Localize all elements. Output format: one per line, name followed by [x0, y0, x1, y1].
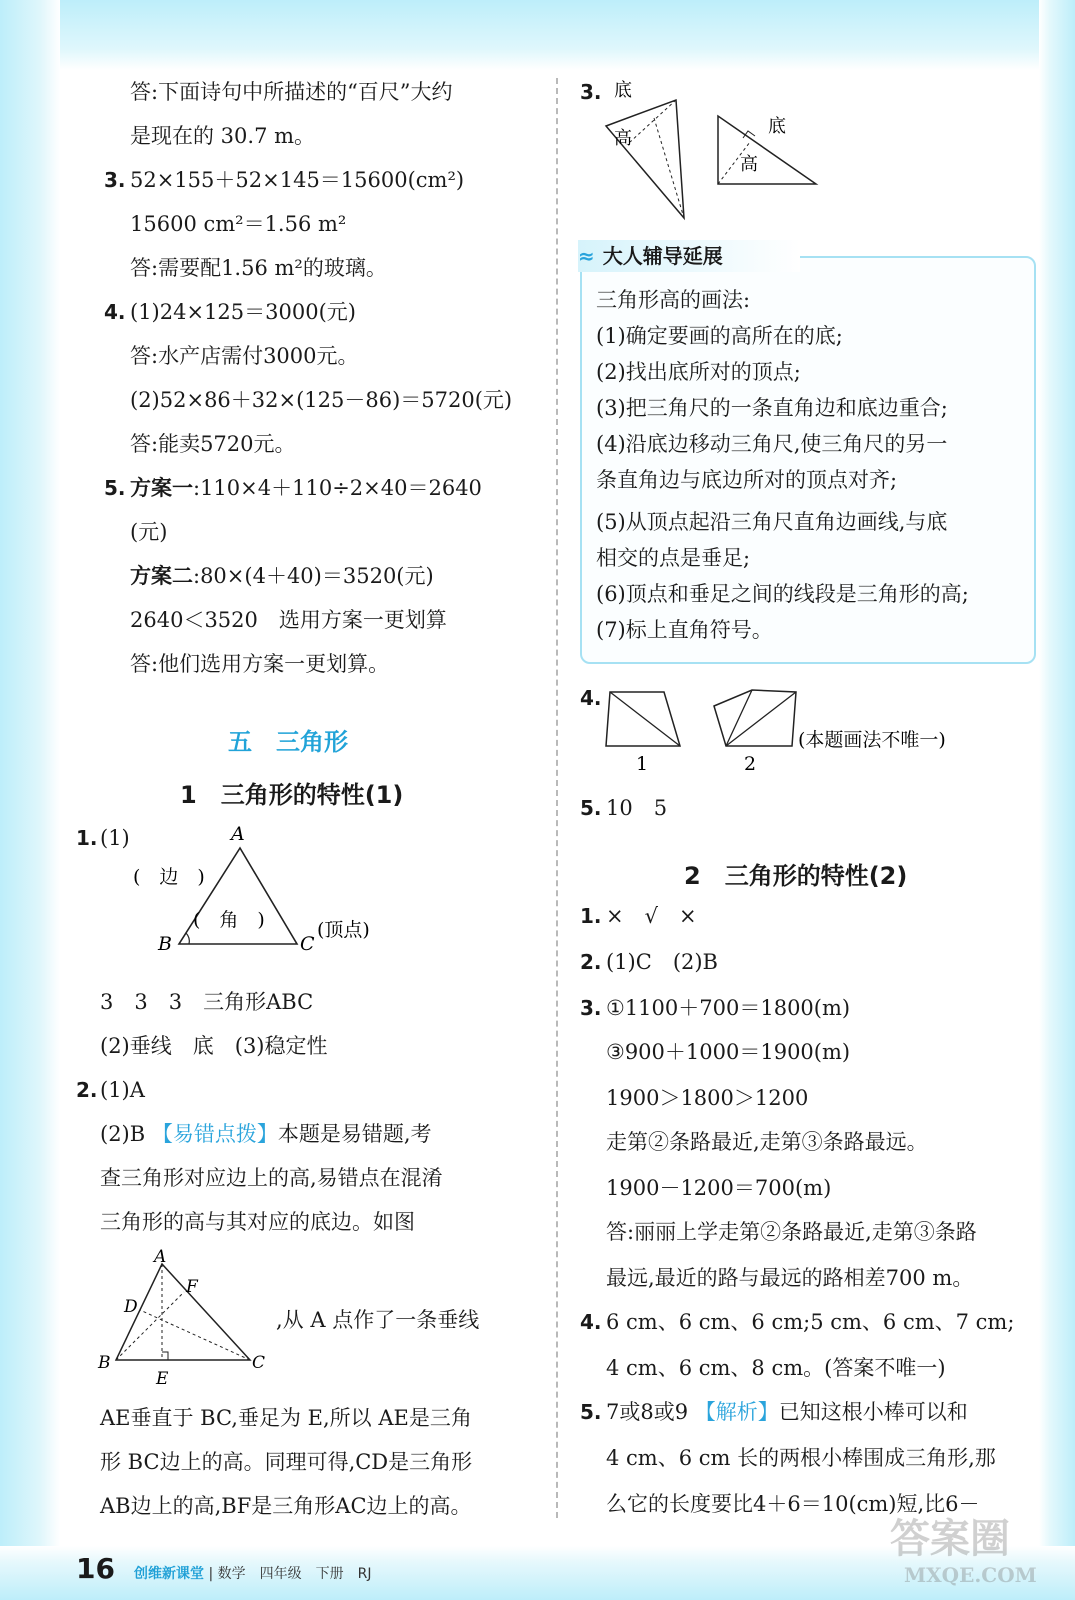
answer-line: 1900－1200＝700(m)	[606, 1176, 832, 1200]
base-label: 底	[768, 116, 786, 137]
book-info: | 数学 四年级 下册 RJ	[208, 1566, 372, 1582]
wave-icon: ≈	[578, 244, 595, 268]
answer-line: 2640＜3520 选用方案一更划算	[130, 608, 447, 632]
page-frame-right	[1039, 0, 1075, 1600]
footer-info	[134, 1563, 371, 1583]
tip-line: 相交的点是垂足;	[596, 546, 751, 570]
tip-line: 三角形高的画法:	[596, 288, 751, 312]
answer-line	[130, 474, 482, 502]
answer-line: 是现在的 30.7 m。	[130, 124, 316, 148]
question-number: 4.	[104, 300, 126, 324]
answer-line: (元)	[130, 520, 168, 544]
answer-line	[130, 562, 434, 590]
question-number: 2.	[76, 1078, 98, 1102]
tip-line: (4)沿底边移动三角尺,使三角尺的另一	[596, 432, 948, 456]
answer-line: (2)52×86＋32×(125－86)＝5720(元)	[130, 388, 513, 412]
triangle-height-drawings	[600, 80, 840, 224]
answer-line: (1)	[100, 826, 130, 850]
tip-title	[578, 240, 800, 272]
question-number: 2.	[580, 950, 602, 974]
section-title: 五 三角形	[228, 728, 348, 756]
answer-line: 52×155＋52×145＝15600(cm²)	[130, 168, 465, 192]
point-f-label: F	[186, 1277, 198, 1297]
explanation-line: 么它的长度要比4＋6＝10(cm)短,比6－	[606, 1492, 980, 1516]
tip-line: (6)顶点和垂足之间的线段是三角形的高;	[596, 582, 969, 606]
point-b-label: B	[98, 1353, 111, 1373]
base-label: 底	[614, 80, 632, 101]
question-number: 3.	[104, 168, 126, 192]
explanation-line: AB边上的高,BF是三角形AC边上的高。	[100, 1494, 472, 1518]
error-tip-tag: 【易错点拨】	[151, 1122, 278, 1146]
answer-line: (1)24×125＝3000(元)	[130, 300, 356, 324]
answer-line: (2)垂线 底 (3)稳定性	[100, 1034, 328, 1058]
answer-line: 答:下面诗句中所描述的“百尺”大约	[130, 80, 453, 104]
page-frame-left	[0, 0, 60, 1600]
answer-choice: (2)B	[100, 1122, 146, 1146]
angle-label: ( 角 )	[193, 909, 265, 931]
analysis-tag: 【解析】	[694, 1400, 779, 1424]
answer-line: 答:他们选用方案一更划算。	[130, 652, 390, 676]
answer-line: 10 5	[606, 796, 668, 820]
tip-line: (5)从顶点起沿三角尺直角边画线,与底	[596, 510, 948, 534]
answer-line: 4 cm、6 cm、8 cm。(答案不唯一)	[606, 1356, 946, 1380]
watermark-logo	[880, 1508, 1050, 1588]
tip-line: (3)把三角尺的一条直角边和底边重合;	[596, 396, 948, 420]
vertex-b-label: B	[158, 933, 172, 955]
page-number: 16	[76, 1552, 115, 1585]
plan-label: 方案一	[130, 475, 193, 500]
triangle-abc-figure	[125, 820, 425, 970]
tip-line: (1)确定要画的高所在的底;	[596, 324, 843, 348]
watermark-main: 答案圈	[890, 1515, 1010, 1562]
side-label: ( 边 )	[133, 866, 205, 888]
tip-title-text: 大人辅导延展	[602, 244, 723, 268]
question-number: 1.	[76, 826, 98, 850]
figure-2-label: 2	[744, 753, 757, 775]
explanation-line: 三角形的高与其对应的底边。如图	[100, 1210, 415, 1234]
explanation-line: 查三角形对应边上的高,易错点在混淆	[100, 1166, 443, 1190]
page-frame-top	[0, 0, 1075, 70]
vertex-label: (顶点)	[317, 919, 370, 941]
tip-line: (2)找出底所对的顶点;	[596, 360, 801, 384]
point-c-label: C	[252, 1353, 266, 1373]
answer-line: ③900＋1000＝1900(m)	[606, 1040, 851, 1064]
figure-1-label: 1	[636, 753, 649, 775]
question-number: 5.	[580, 796, 602, 820]
vertex-c-label: C	[300, 933, 315, 955]
explanation-text: 已知这根小棒可以和	[778, 1400, 968, 1424]
plan-formula: :80×(4＋40)＝3520(元)	[193, 564, 434, 588]
answer-value: 7或8或9	[606, 1400, 689, 1424]
question-number: 1.	[580, 904, 602, 928]
question-number: 5.	[104, 476, 126, 500]
point-e-label: E	[156, 1369, 169, 1389]
question-number: 3.	[580, 80, 602, 104]
explanation-text: 本题是易错题,考	[277, 1122, 432, 1146]
answer-line	[100, 1120, 432, 1148]
question-number: 5.	[580, 1400, 602, 1424]
answer-line: 6 cm、6 cm、6 cm;5 cm、6 cm、7 cm;	[606, 1310, 1015, 1334]
question-number: 4.	[580, 1310, 602, 1334]
answer-line: 15600 cm²＝1.56 m²	[130, 212, 347, 236]
triangle-heights-figure	[96, 1247, 276, 1392]
tip-line: (7)标上直角符号。	[596, 618, 773, 642]
point-d-label: D	[124, 1297, 138, 1317]
answer-line: 1900＞1800＞1200	[606, 1086, 809, 1110]
lesson-title: 1 三角形的特性(1)	[180, 781, 404, 809]
answer-line: 最远,最近的路与最远的路相差700 m。	[606, 1266, 974, 1290]
vertex-a-label: A	[231, 823, 245, 845]
plan-label: 方案二	[130, 563, 193, 588]
brand-name: 创维新课堂	[134, 1566, 204, 1582]
question-number: 4.	[580, 686, 602, 710]
answer-line: 走第②条路最近,走第③条路最远。	[606, 1130, 928, 1154]
answer-line: ①1100＋700＝1800(m)	[606, 996, 851, 1020]
answer-line: 答:需要配1.56 m²的玻璃。	[130, 256, 387, 280]
explanation-line: ,从 A 点作了一条垂线	[276, 1308, 480, 1332]
answer-line: 答:水产店需付3000元。	[130, 344, 359, 368]
lesson-title: 2 三角形的特性(2)	[684, 862, 908, 890]
answer-line: 答:能卖5720元。	[130, 432, 296, 456]
figure-note: (本题画法不唯一)	[798, 729, 946, 751]
answer-line: (1)A	[100, 1078, 145, 1102]
column-divider	[556, 78, 558, 1518]
answer-line: 3 3 3 三角形ABC	[100, 990, 314, 1014]
explanation-line: 4 cm、6 cm 长的两根小棒围成三角形,那	[606, 1446, 996, 1470]
answer-line: × √ ×	[606, 904, 697, 928]
quadrilateral-divisions	[600, 680, 1020, 780]
plan-formula: :110×4＋110÷2×40＝2640	[193, 476, 482, 500]
explanation-line: 形 BC边上的高。同理可得,CD是三角形	[100, 1450, 473, 1474]
watermark-url: MXQE.COM	[904, 1563, 1037, 1587]
point-a-label: A	[154, 1247, 167, 1267]
height-label: 高	[614, 128, 632, 149]
height-label: 高	[740, 154, 758, 175]
answer-line	[606, 1398, 968, 1426]
tip-line: 条直角边与底边所对的顶点对齐;	[596, 468, 898, 492]
question-number: 3.	[580, 996, 602, 1020]
answer-line: (1)C (2)B	[606, 950, 718, 974]
answer-line: 答:丽丽上学走第②条路最近,走第③条路	[606, 1220, 977, 1244]
explanation-line: AE垂直于 BC,垂足为 E,所以 AE是三角	[100, 1406, 472, 1430]
